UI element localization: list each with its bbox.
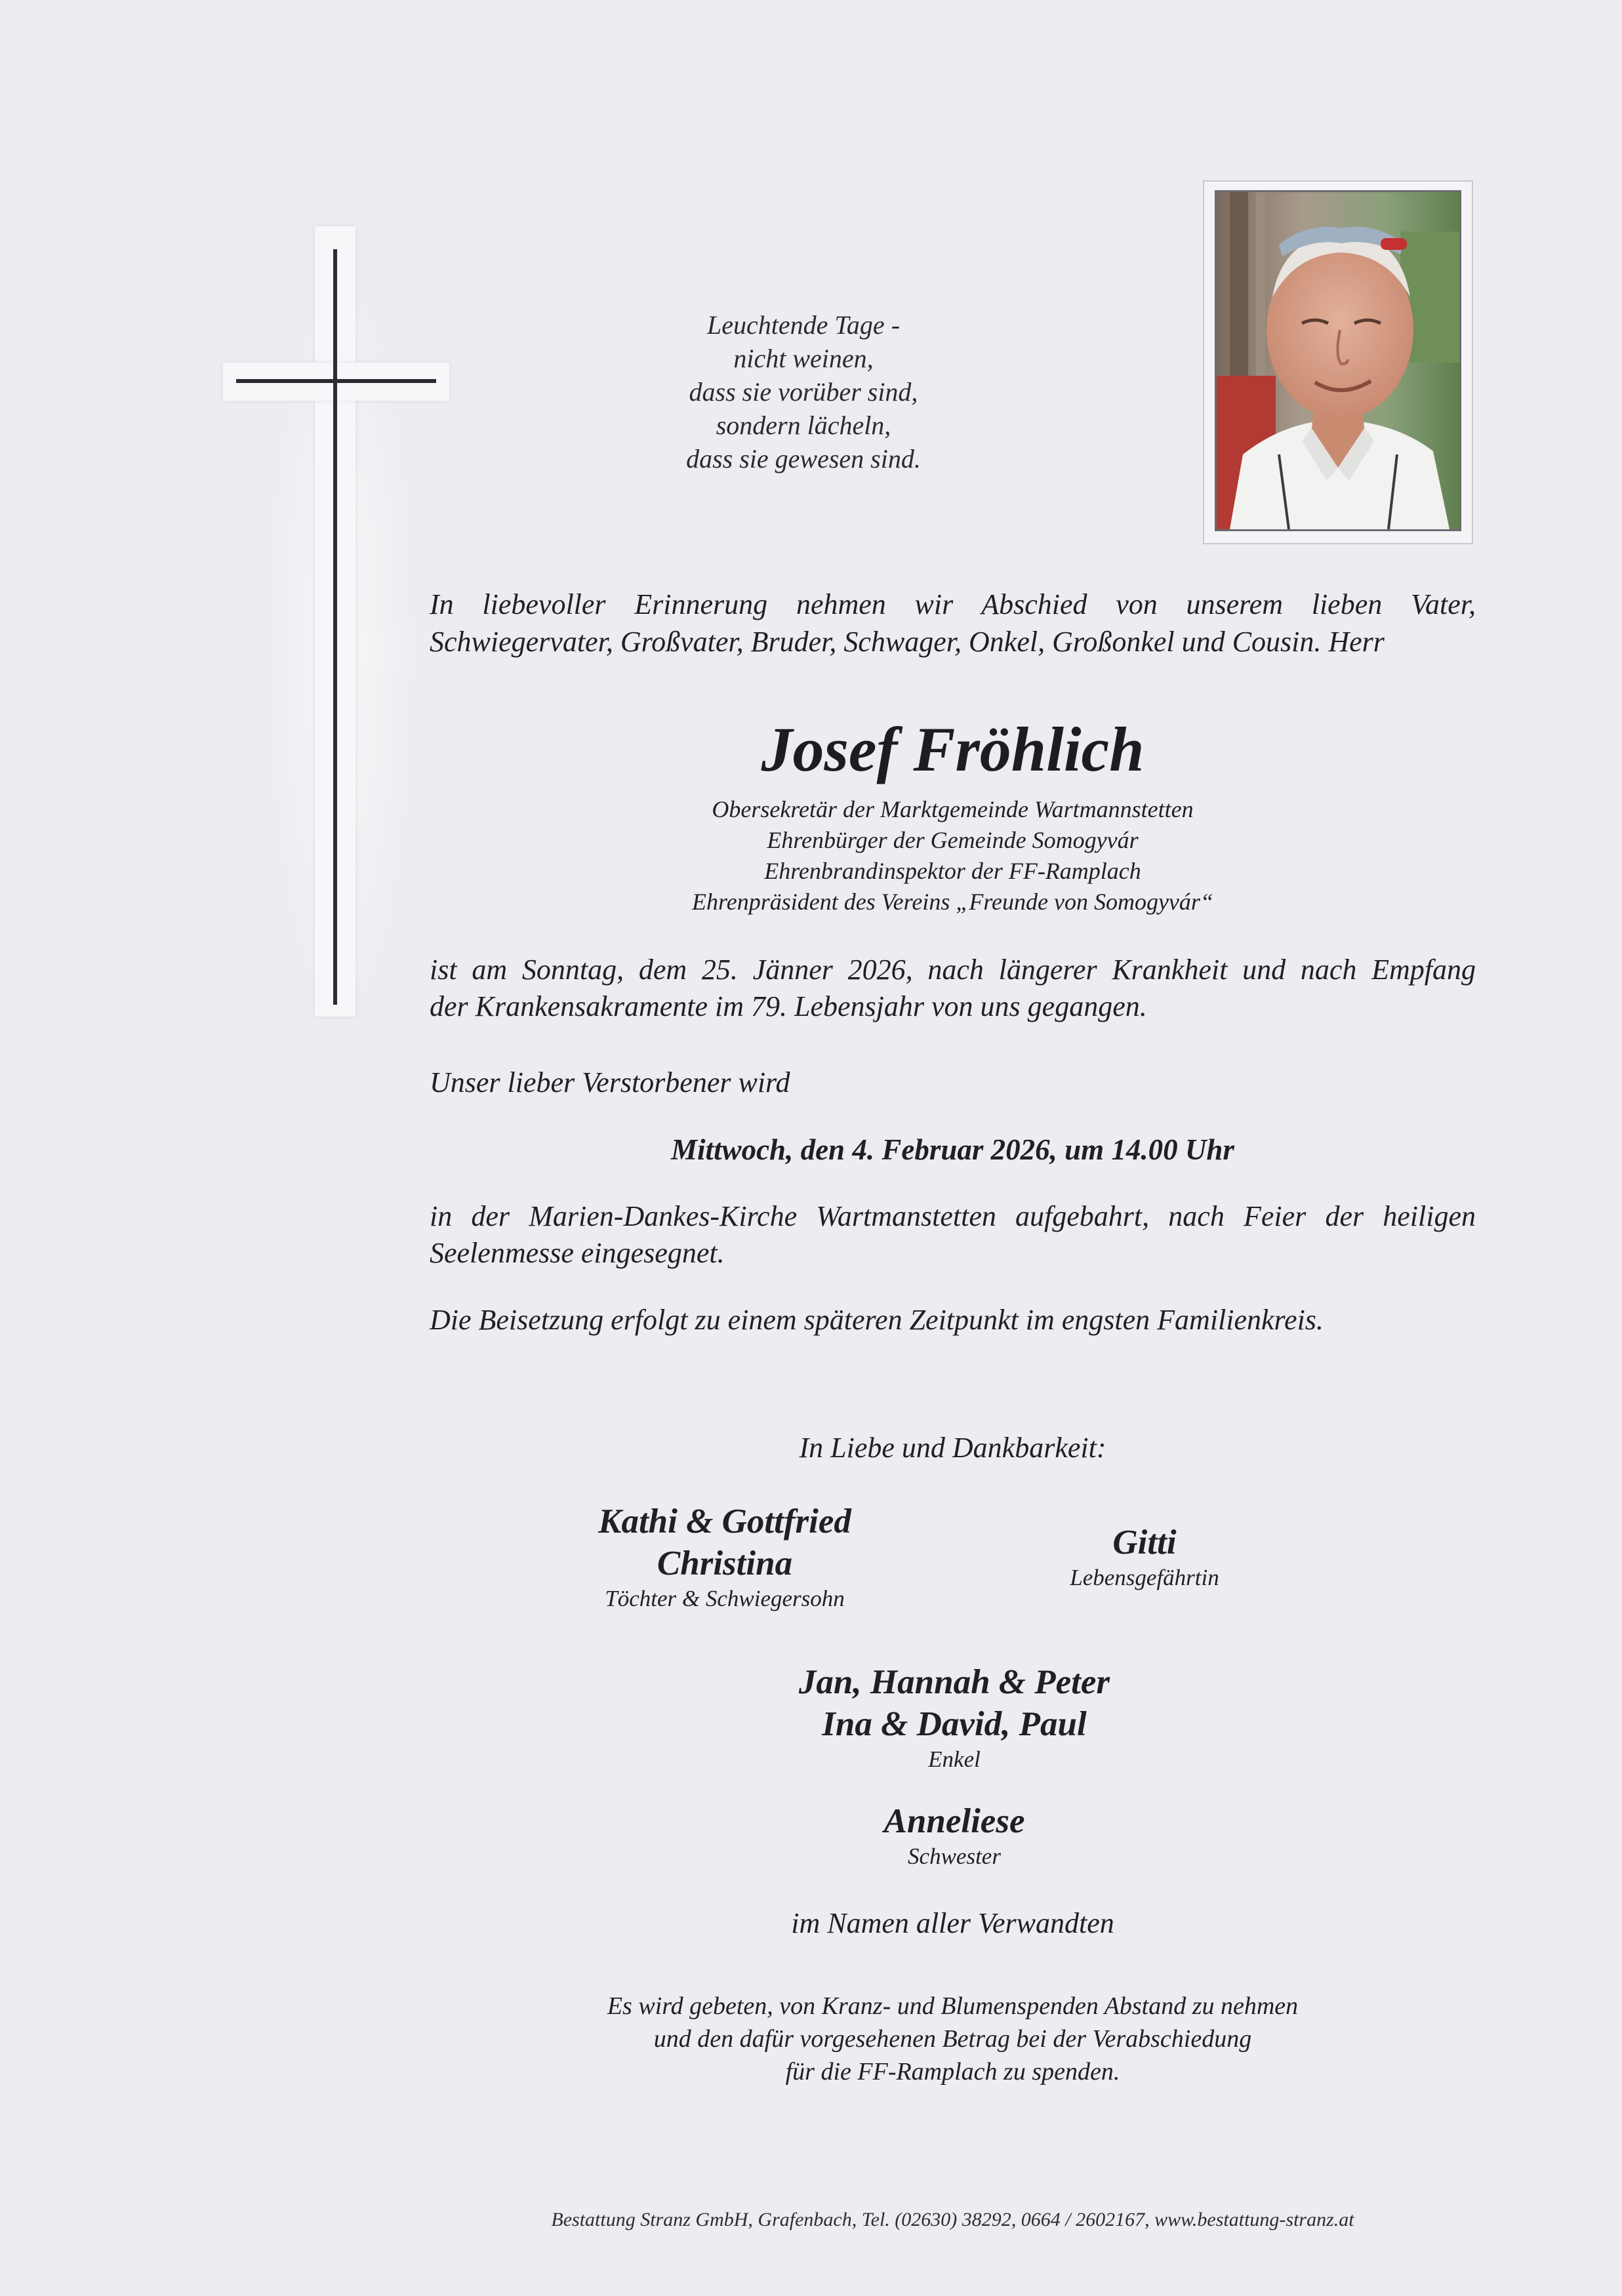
family-name: Christina: [657, 1544, 793, 1582]
quote-line: dass sie vorüber sind,: [689, 377, 918, 407]
funeral-home-footer: Bestattung Stranz GmbH, Grafenbach, Tel. (02630) 38292, 0664 / 2602167, www.bestattung-stranz.at: [551, 2209, 1354, 2230]
title-line: Ehrenpräsident des Vereins „Freunde von Somogyvár“: [692, 889, 1213, 915]
donation-line: Es wird gebeten, von Kranz- und Blumenspenden Abstand zu nehmen: [607, 1992, 1299, 2020]
death-notice-line: der Krankensakramente im 79. Lebensjahr von uns gegangen.: [430, 990, 1147, 1022]
family-sister: [790, 1800, 1118, 1871]
intro-line: In liebevoller Erinnerung nehmen wir Abschied von unserem lieben Vater,: [430, 588, 1476, 620]
cross-horizontal-bar: [236, 379, 436, 383]
death-notice-line: ist am Sonntag, dem 25. Jänner 2026, nach längerer Krankheit und nach Empfang: [430, 954, 1476, 986]
signoff: In Liebe und Dankbarkeit:: [799, 1432, 1106, 1464]
quote-line: nicht weinen,: [733, 344, 874, 373]
family-name: Kathi & Gottfried: [598, 1502, 851, 1541]
intro-line: Schwiegervater, Großvater, Bruder, Schwager, Onkel, Großonkel und Cousin. Herr: [430, 626, 1385, 658]
memorial-quote: [630, 308, 977, 475]
quote-line: dass sie gewesen sind.: [686, 444, 921, 473]
title-line: Ehrenbürger der Gemeinde Somogyvár: [767, 827, 1139, 853]
portrait-photo: [1215, 190, 1461, 531]
title-line: Ehrenbrandinspektor der FF-Ramplach: [764, 858, 1141, 884]
announcement-text: Unser lieber Verstorbener wird: [430, 1066, 790, 1098]
family-relation: Enkel: [928, 1746, 981, 1772]
family-partner: [1013, 1521, 1276, 1592]
deceased-name: Josef Fröhlich: [761, 714, 1145, 784]
quote-line: Leuchtende Tage -: [706, 310, 901, 340]
family-relation: Schwester: [908, 1843, 1001, 1869]
quote-line: sondern lächeln,: [716, 411, 891, 440]
deceased-titles: [430, 794, 1476, 917]
family-name: Jan, Hannah & Peter: [798, 1663, 1110, 1701]
burial-notice: Die Beisetzung erfolgt zu einem späteren Zeitpunkt im engsten Familienkreis.: [430, 1304, 1324, 1336]
ceremony-line: in der Marien-Dankes-Kirche Wartmanstetten aufgebahrt, nach Feier der heiligen: [430, 1200, 1476, 1232]
family-name: Gitti: [1112, 1523, 1177, 1561]
donation-request: [430, 1990, 1476, 2088]
title-line: Obersekretär der Marktgemeinde Wartmannstetten: [712, 796, 1194, 822]
relatives-line: im Namen aller Verwandten: [791, 1907, 1114, 1939]
family-grandchildren: [692, 1661, 1217, 1774]
family-relation: Töchter & Schwiegersohn: [605, 1586, 845, 1611]
cross-vertical-bar: [333, 249, 337, 1005]
ceremony-date: Mittwoch, den 4. Februar 2026, um 14.00 Uhr: [671, 1133, 1234, 1166]
intro-paragraph: [430, 586, 1476, 660]
death-notice: [430, 952, 1476, 1025]
donation-line: und den dafür vorgesehenen Betrag bei der Verabschiedung: [653, 2025, 1252, 2053]
donation-line: für die FF-Ramplach zu spenden.: [785, 2058, 1120, 2085]
family-relation: Lebensgefährtin: [1070, 1565, 1219, 1590]
ceremony-paragraph: [430, 1198, 1476, 1272]
family-name: Ina & David, Paul: [822, 1705, 1087, 1743]
ceremony-line: Seelenmesse eingesegnet.: [430, 1237, 725, 1269]
family-name: Anneliese: [883, 1802, 1025, 1840]
family-daughters: [528, 1500, 922, 1613]
